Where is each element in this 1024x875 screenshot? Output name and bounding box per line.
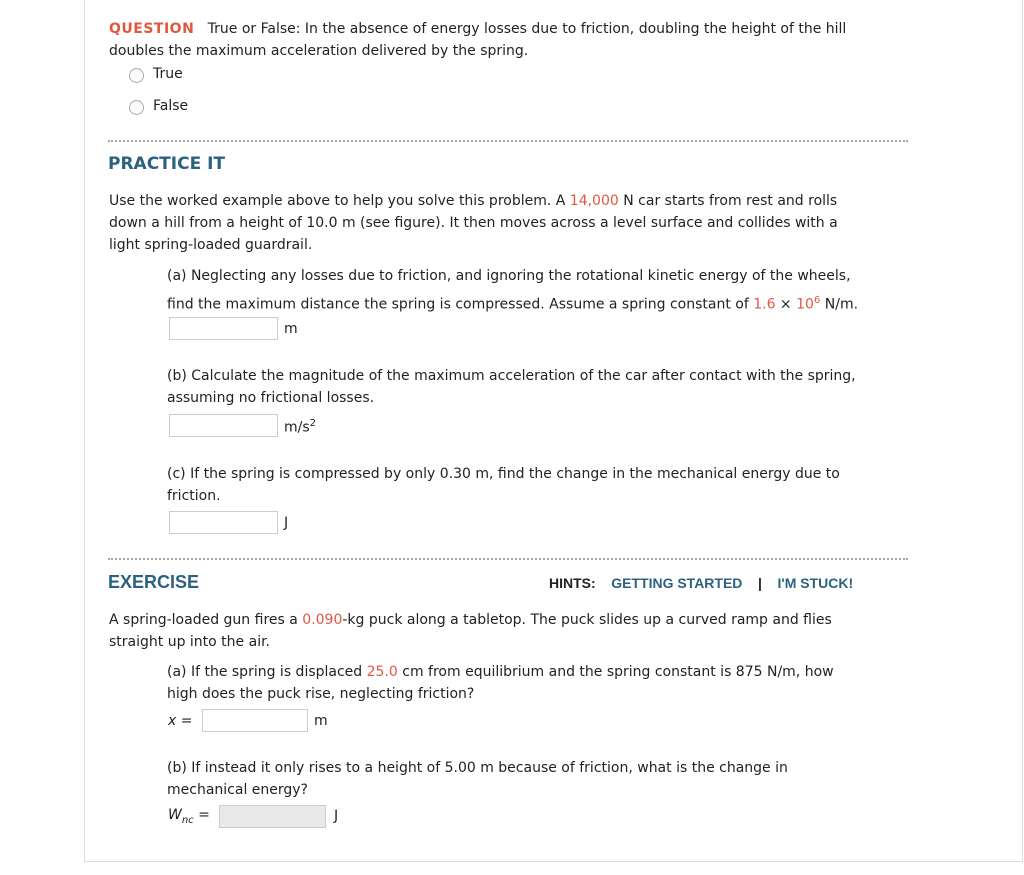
- practice-b-unit: $m/s^2$: [284, 418, 317, 436]
- option-false-label[interactable]: False: [153, 98, 189, 114]
- car-weight: 14,000: [569, 193, 619, 209]
- answer-input-practice-b[interactable]: [169, 414, 278, 437]
- practice-intro-1: Use the worked example above to help you solve this problem. A 14,000 N car starts from rest and rolls: [109, 193, 838, 209]
- exercise-intro-2: straight up into the air.: [109, 634, 270, 650]
- practice-c-unit: J: [284, 515, 289, 531]
- hints-separator: |: [757, 575, 762, 591]
- practice-b-line2: assuming no frictional losses.: [167, 390, 375, 406]
- radio-false[interactable]: [129, 100, 144, 115]
- puck-mass: 0.090: [302, 612, 343, 628]
- hints-bar: [549, 575, 853, 591]
- practice-c-line1: (c) If the spring is compressed by only 0.30 m, find the change in the mechanical energy due to: [167, 466, 840, 482]
- exercise-intro-1: A spring-loaded gun fires a 0.090-kg puck along a tabletop. The puck slides up a curved ramp and flies: [109, 612, 832, 628]
- practice-title: PRACTICE IT: [108, 154, 226, 174]
- practice-intro-3: light spring-loaded guardrail.: [109, 237, 313, 253]
- answer-input-practice-c[interactable]: [169, 511, 278, 534]
- divider: [108, 558, 908, 560]
- question-label: QUESTION: [109, 21, 195, 37]
- exercise-b-variable: $W_{nc}$ =: [168, 807, 210, 826]
- displacement: 25.0: [366, 664, 398, 680]
- radio-true[interactable]: [129, 68, 144, 83]
- option-true-label[interactable]: True: [153, 66, 183, 82]
- practice-c-line2: friction.: [167, 488, 221, 504]
- divider: [108, 140, 908, 142]
- practice-intro-2: down a hill from a height of 10.0 m (see figure). It then moves across a level surface and collides with a: [109, 215, 838, 231]
- exercise-a-line2: high does the puck rise, neglecting friction?: [167, 686, 475, 702]
- practice-b-line1: (b) Calculate the magnitude of the maximum acceleration of the car after contact with the spring,: [167, 368, 856, 384]
- question-text-1: True or False: In the absence of energy losses due to friction, doubling the height of the hill: [207, 21, 847, 37]
- im-stuck-link[interactable]: I'M STUCK!: [777, 575, 854, 591]
- exercise-b-unit: J: [334, 808, 339, 824]
- exercise-a-unit: m: [314, 713, 328, 729]
- hints-label: HINTS:: [549, 575, 596, 591]
- getting-started-link[interactable]: GETTING STARTED: [611, 575, 743, 591]
- answer-input-exercise-a[interactable]: [202, 709, 308, 732]
- spring-constant: 1.6: [753, 296, 776, 313]
- question-text-2: doubles the maximum acceleration delivered by the spring.: [109, 43, 529, 59]
- exercise-a-variable: x =: [168, 713, 193, 729]
- practice-a-unit: m: [284, 321, 298, 337]
- question-line1: [109, 21, 846, 37]
- exercise-b-line1: (b) If instead it only rises to a height of 5.00 m because of friction, what is the change in: [167, 760, 788, 776]
- answer-input-exercise-b[interactable]: [219, 805, 326, 828]
- practice-a-line1: (a) Neglecting any losses due to friction, and ignoring the rotational kinetic energy of the wheels,: [167, 268, 851, 284]
- exercise-b-line2: mechanical energy?: [167, 782, 308, 798]
- practice-a-line2: find the maximum distance the spring is compressed. Assume a spring constant of $1.6 \times 10^6$ N/m.: [167, 295, 859, 313]
- answer-input-practice-a[interactable]: [169, 317, 278, 340]
- exercise-title: EXERCISE: [108, 572, 200, 592]
- exercise-a-line1: (a) If the spring is displaced 25.0 cm from equilibrium and the spring constant is 875 N/m, how: [167, 664, 834, 680]
